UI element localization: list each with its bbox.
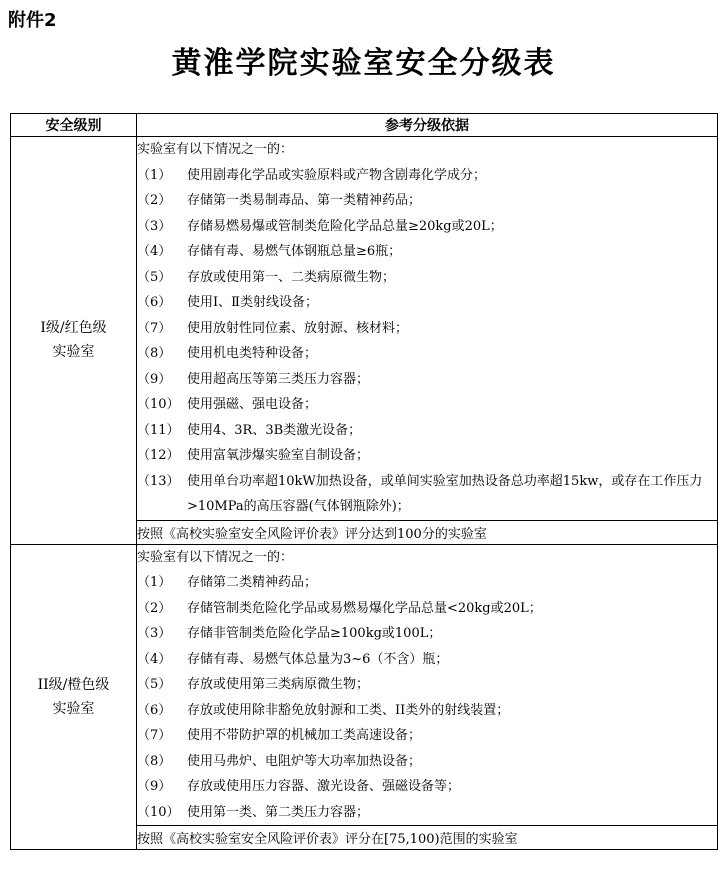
list-item: （3） 存储非管制类危险化学品≥100kg或100L； (137, 626, 442, 641)
safety-level-table (10, 113, 718, 850)
level-1-name-line1: I级/红色级 (40, 320, 107, 337)
list-item: （10） 使用第一类、第二类压力容器； (137, 804, 370, 820)
list-item: （9） 存放或使用压力容器、激光设备、强磁设备等； (137, 779, 461, 794)
level-2-name-line1: II级/橙色级 (37, 676, 110, 693)
list-item: （7） 使用不带防护罩的机械加工类高速设备； (137, 728, 422, 743)
level-2-name (11, 544, 137, 850)
header-basis: 参考分级依据 (137, 114, 718, 137)
level-1-name (11, 137, 137, 545)
list-item: （9） 使用超高压等第三类压力容器； (137, 371, 370, 387)
list-item: （7） 使用放射性同位素、放射源、核材料； (137, 320, 409, 336)
level-2-row (11, 544, 718, 826)
level-2-intro: 实验室有以下情况之一的： (137, 549, 294, 565)
list-item: （1） 存储第二类精神药品； (137, 575, 318, 590)
list-item: （10） 使用强磁、强电设备； (137, 397, 318, 412)
level-1-name-line2: 实验室 (52, 344, 95, 361)
list-item: （2） 存储第一类易制毒品、第一类精神药品； (137, 193, 422, 208)
level-1-criteria (137, 137, 718, 521)
level-1-row (11, 137, 718, 521)
table-header-row (11, 114, 718, 137)
header-level: 安全级别 (11, 114, 137, 137)
level-1-intro: 实验室有以下情况之一的： (137, 142, 294, 157)
list-item: （6） 使用Ⅰ、Ⅱ类射线设备； (137, 295, 318, 310)
list-item: （5） 存放或使用第一、二类病原微生物； (137, 269, 396, 285)
level-2-name-line2: 实验室 (52, 700, 95, 717)
list-item: （2） 存储管制类危险化学品或易燃易爆化学品总量<20kg或20L； (137, 600, 542, 616)
list-item: （5） 存放或使用第三类病原微生物； (137, 677, 370, 692)
list-item: （13） 使用单台功率超10kW加热设备，或单间实验室加热设备总功率超15kw，或存在工作压力>10MPa的高压容器(气体钢瓶除外)； (137, 473, 703, 514)
list-item: （8） 使用马弗炉、电阻炉等大功率加热设备； (137, 753, 422, 769)
attachment-label: 附件2 (8, 10, 57, 31)
list-item: （4） 存储有毒、易燃气体钢瓶总量≥6瓶； (137, 244, 402, 259)
list-item: （4） 存储有毒、易燃气体总量为3~6（不含）瓶； (137, 651, 449, 667)
level-2-footer: 按照《高校实验室安全风险评价表》评分在[75,100)范围的实验室 (137, 826, 718, 850)
list-item: （8） 使用机电类特种设备； (137, 346, 318, 361)
level-1-footer: 按照《高校实验室安全风险评价表》评分达到100分的实验室 (137, 520, 718, 544)
list-item: （3） 存储易燃易爆或管制类危险化学品总量≥20kg或20L； (137, 218, 503, 234)
level-2-criteria (137, 544, 718, 826)
page-title: 黄淮学院实验室安全分级表 (171, 46, 556, 81)
list-item: （1） 使用剧毒化学品或实验原料或产物含剧毒化学成分； (137, 167, 487, 183)
list-item: （6） 存放或使用除非豁免放射源和工类、II类外的射线装置； (137, 702, 510, 718)
list-item: （12） 使用富氧涉爆实验室自制设备； (137, 448, 370, 463)
list-item: （11） 使用4、3R、3B类激光设备； (137, 422, 362, 438)
